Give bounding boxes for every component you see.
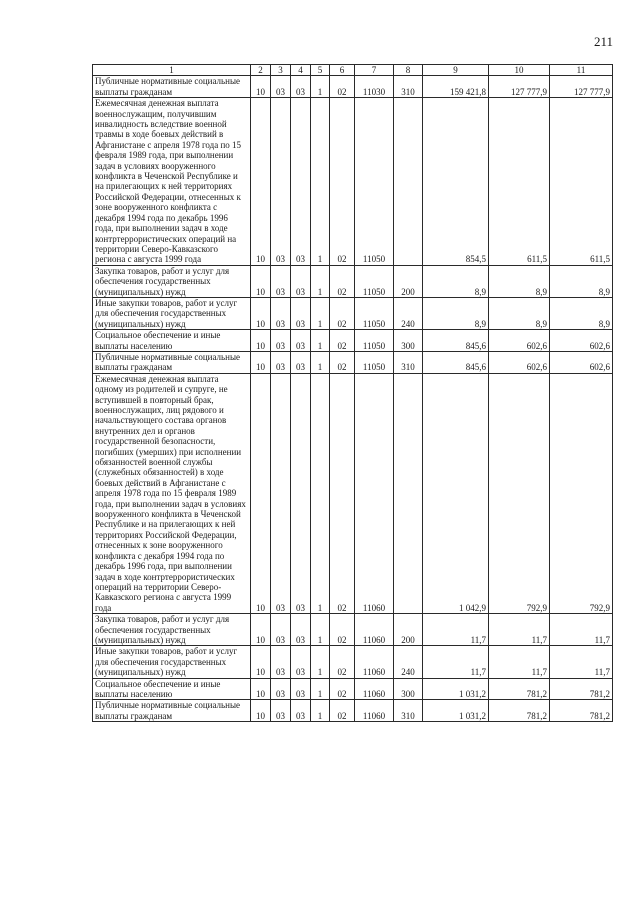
row-cell-c3: 03 xyxy=(271,678,291,700)
row-cell-c5: 1 xyxy=(311,373,330,613)
row-cell-c3: 03 xyxy=(271,700,291,722)
row-cell-c8 xyxy=(394,98,423,266)
row-cell-c11: 8,9 xyxy=(550,297,613,329)
row-description: Социальное обеспечение и иные выплаты населению xyxy=(93,330,251,352)
row-cell-c3: 03 xyxy=(271,330,291,352)
header-cell: 8 xyxy=(394,65,423,76)
row-cell-c10: 792,9 xyxy=(489,373,550,613)
header-cell: 10 xyxy=(489,65,550,76)
row-cell-c8: 200 xyxy=(394,265,423,297)
row-cell-c5: 1 xyxy=(311,700,330,722)
row-cell-c4: 03 xyxy=(291,330,311,352)
row-cell-c11: 792,9 xyxy=(550,373,613,613)
row-cell-c10: 11,7 xyxy=(489,646,550,678)
row-cell-c11: 602,6 xyxy=(550,330,613,352)
row-description: Закупка товаров, работ и услуг для обеспечения государственных (муниципальных) нужд xyxy=(93,265,251,297)
row-cell-c6: 02 xyxy=(330,330,355,352)
table-row xyxy=(93,373,613,613)
row-cell-c10: 602,6 xyxy=(489,351,550,373)
row-cell-c3: 03 xyxy=(271,373,291,613)
table-row xyxy=(93,646,613,678)
row-description: Социальное обеспечение и иные выплаты населению xyxy=(93,678,251,700)
header-cell: 4 xyxy=(291,65,311,76)
table-row xyxy=(93,351,613,373)
row-cell-c4: 03 xyxy=(291,700,311,722)
row-cell-c6: 02 xyxy=(330,265,355,297)
row-cell-c7: 11050 xyxy=(355,265,394,297)
row-cell-c10: 8,9 xyxy=(489,297,550,329)
row-description: Иные закупки товаров, работ и услуг для обеспечения государственных (муниципальных) нужд xyxy=(93,297,251,329)
row-cell-c3: 03 xyxy=(271,98,291,266)
row-cell-c11: 781,2 xyxy=(550,700,613,722)
row-cell-c11: 11,7 xyxy=(550,646,613,678)
row-cell-c5: 1 xyxy=(311,351,330,373)
row-cell-c4: 03 xyxy=(291,373,311,613)
row-cell-c11: 602,6 xyxy=(550,351,613,373)
row-cell-c4: 03 xyxy=(291,678,311,700)
row-cell-c7: 11050 xyxy=(355,98,394,266)
row-cell-c11: 127 777,9 xyxy=(550,76,613,98)
row-cell-c8: 200 xyxy=(394,614,423,646)
row-cell-c6: 02 xyxy=(330,614,355,646)
row-cell-c2: 10 xyxy=(251,330,271,352)
row-cell-c5: 1 xyxy=(311,98,330,266)
row-cell-c8: 310 xyxy=(394,351,423,373)
header-cell: 9 xyxy=(423,65,489,76)
header-cell: 11 xyxy=(550,65,613,76)
row-cell-c6: 02 xyxy=(330,297,355,329)
header-cell: 1 xyxy=(93,65,251,76)
table-row xyxy=(93,98,613,266)
row-cell-c5: 1 xyxy=(311,678,330,700)
row-cell-c4: 03 xyxy=(291,265,311,297)
table-row xyxy=(93,678,613,700)
row-cell-c3: 03 xyxy=(271,351,291,373)
row-cell-c6: 02 xyxy=(330,351,355,373)
row-cell-c9: 854,5 xyxy=(423,98,489,266)
row-description: Закупка товаров, работ и услуг для обеспечения государственных (муниципальных) нужд xyxy=(93,614,251,646)
row-cell-c9: 8,9 xyxy=(423,265,489,297)
row-cell-c3: 03 xyxy=(271,614,291,646)
row-cell-c9: 11,7 xyxy=(423,614,489,646)
row-cell-c2: 10 xyxy=(251,351,271,373)
row-cell-c7: 11050 xyxy=(355,297,394,329)
row-description: Публичные нормативные социальные выплаты гражданам xyxy=(93,351,251,373)
header-cell: 2 xyxy=(251,65,271,76)
row-cell-c2: 10 xyxy=(251,297,271,329)
row-cell-c5: 1 xyxy=(311,265,330,297)
header-cell: 3 xyxy=(271,65,291,76)
row-description: Ежемесячная денежная выплата одному из родителей и супруге, не вступившей в повторный брак, военнослужащих, лиц рядового и начальствующего состава органов внутренних дел и органов государственной безопасности, погибших (умерших) при исполнении обязанностей военной службы (служебных обязанностей) в ходе боевых действий в Афганистане с апреля 1978 года по 15 февраля 1989 года, при выполнении задач в условиях вооруженного конфликта в Чеченской Республике и на прилегающих к ней территориях Российской Федерации, отнесенных к зоне вооруженного конфликта с декабря 1994 года по декабрь 1996 года, при выполнении задач в ходе контртеррористических операций на территории Северо-Кавказского региона с августа 1999 года xyxy=(93,373,251,613)
row-description: Ежемесячная денежная выплата военнослужащим, получившим инвалидность вследствие военной травмы в ходе боевых действий в Афганистане с апреля 1978 года по 15 февраля 1989 года, при выполнении задач в условиях вооруженного конфликта в Чеченской Республике и на прилегающих к ней территориях Российской Федерации, отнесенных к зоне вооруженного конфликта с декабря 1994 года по декабрь 1996 года, при выполнении задач в ходе контртеррористических операций на территории Северо-Кавказского региона с августа 1999 года xyxy=(93,98,251,266)
table-row xyxy=(93,297,613,329)
row-cell-c7: 11060 xyxy=(355,678,394,700)
row-cell-c3: 03 xyxy=(271,646,291,678)
row-cell-c4: 03 xyxy=(291,351,311,373)
table-row xyxy=(93,700,613,722)
row-cell-c7: 11060 xyxy=(355,614,394,646)
row-cell-c8: 300 xyxy=(394,330,423,352)
row-cell-c8: 300 xyxy=(394,678,423,700)
row-cell-c7: 11050 xyxy=(355,351,394,373)
page-number: 211 xyxy=(594,34,614,49)
row-cell-c11: 781,2 xyxy=(550,678,613,700)
row-cell-c4: 03 xyxy=(291,297,311,329)
row-cell-c2: 10 xyxy=(251,265,271,297)
row-cell-c4: 03 xyxy=(291,646,311,678)
table-row xyxy=(93,330,613,352)
row-cell-c7: 11030 xyxy=(355,76,394,98)
row-cell-c3: 03 xyxy=(271,297,291,329)
row-cell-c8: 310 xyxy=(394,76,423,98)
row-cell-c8: 240 xyxy=(394,646,423,678)
budget-table xyxy=(92,64,613,722)
row-cell-c10: 602,6 xyxy=(489,330,550,352)
row-cell-c6: 02 xyxy=(330,646,355,678)
row-cell-c9: 1 042,9 xyxy=(423,373,489,613)
row-cell-c11: 611,5 xyxy=(550,98,613,266)
row-cell-c9: 1 031,2 xyxy=(423,700,489,722)
row-cell-c5: 1 xyxy=(311,76,330,98)
row-cell-c9: 845,6 xyxy=(423,351,489,373)
row-cell-c6: 02 xyxy=(330,76,355,98)
row-cell-c11: 11,7 xyxy=(550,614,613,646)
row-description: Публичные нормативные социальные выплаты гражданам xyxy=(93,76,251,98)
row-cell-c2: 10 xyxy=(251,373,271,613)
row-cell-c4: 03 xyxy=(291,98,311,266)
header-row xyxy=(93,65,613,76)
row-cell-c5: 1 xyxy=(311,297,330,329)
row-cell-c9: 11,7 xyxy=(423,646,489,678)
row-cell-c3: 03 xyxy=(271,265,291,297)
row-cell-c8 xyxy=(394,373,423,613)
row-cell-c2: 10 xyxy=(251,98,271,266)
row-cell-c3: 03 xyxy=(271,76,291,98)
table-row xyxy=(93,614,613,646)
row-cell-c10: 781,2 xyxy=(489,700,550,722)
row-cell-c10: 611,5 xyxy=(489,98,550,266)
row-cell-c5: 1 xyxy=(311,646,330,678)
row-cell-c7: 11050 xyxy=(355,330,394,352)
row-cell-c7: 11060 xyxy=(355,373,394,613)
row-cell-c6: 02 xyxy=(330,98,355,266)
row-cell-c9: 8,9 xyxy=(423,297,489,329)
row-cell-c6: 02 xyxy=(330,678,355,700)
row-cell-c2: 10 xyxy=(251,646,271,678)
row-cell-c8: 310 xyxy=(394,700,423,722)
header-cell: 7 xyxy=(355,65,394,76)
row-cell-c9: 845,6 xyxy=(423,330,489,352)
row-cell-c7: 11060 xyxy=(355,646,394,678)
row-cell-c7: 11060 xyxy=(355,700,394,722)
row-cell-c6: 02 xyxy=(330,700,355,722)
row-description: Иные закупки товаров, работ и услуг для обеспечения государственных (муниципальных) нужд xyxy=(93,646,251,678)
table-row xyxy=(93,76,613,98)
row-description: Публичные нормативные социальные выплаты гражданам xyxy=(93,700,251,722)
header-cell: 6 xyxy=(330,65,355,76)
row-cell-c2: 10 xyxy=(251,700,271,722)
row-cell-c10: 8,9 xyxy=(489,265,550,297)
row-cell-c4: 03 xyxy=(291,614,311,646)
row-cell-c5: 1 xyxy=(311,330,330,352)
row-cell-c10: 781,2 xyxy=(489,678,550,700)
row-cell-c2: 10 xyxy=(251,76,271,98)
row-cell-c2: 10 xyxy=(251,614,271,646)
row-cell-c11: 8,9 xyxy=(550,265,613,297)
row-cell-c10: 127 777,9 xyxy=(489,76,550,98)
row-cell-c4: 03 xyxy=(291,76,311,98)
table-row xyxy=(93,265,613,297)
row-cell-c5: 1 xyxy=(311,614,330,646)
row-cell-c10: 11,7 xyxy=(489,614,550,646)
row-cell-c8: 240 xyxy=(394,297,423,329)
row-cell-c6: 02 xyxy=(330,373,355,613)
header-cell: 5 xyxy=(311,65,330,76)
row-cell-c9: 1 031,2 xyxy=(423,678,489,700)
row-cell-c2: 10 xyxy=(251,678,271,700)
row-cell-c9: 159 421,8 xyxy=(423,76,489,98)
